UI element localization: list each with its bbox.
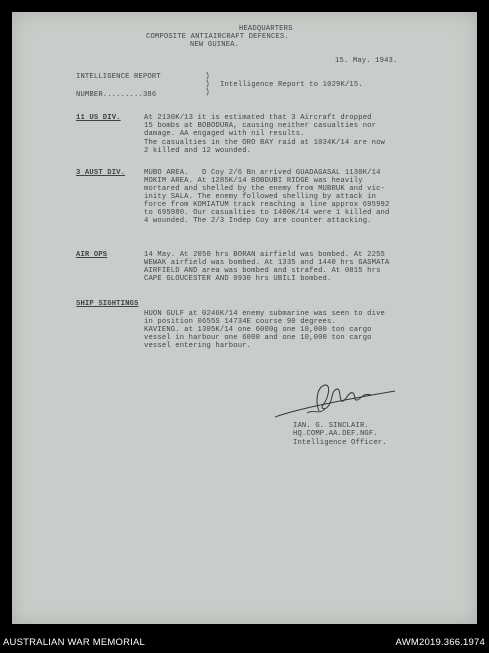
footer-left-caption: AUSTRALIAN WAR MEMORIAL xyxy=(3,637,146,648)
section-3-line: AIRFIELD AND area was bombed and strafed. At 0815 hrs xyxy=(144,267,381,275)
footer-right-caption: AWM2019.366.1974 xyxy=(395,637,485,648)
section-1-line: 2 killed and 12 wounded. xyxy=(144,147,252,155)
report-label: INTELLIGENCE REPORT xyxy=(76,73,161,81)
section-3-line: 14 May. At 2050 hrs BORAN airfield was bombed. At 2255 xyxy=(144,251,386,259)
section-heading-11-us-div: 11 US DIV. xyxy=(76,114,121,122)
header-line-2: COMPOSITE ANTIAIRCRAFT DEFENCES. xyxy=(146,33,289,41)
section-2-line: inity SALA. The enemy followed shelling by attack in xyxy=(144,193,377,201)
section-1-line: 15 bombs at BOBODURA, causing neither casualties nor xyxy=(144,122,377,130)
section-2-line: MUBO AREA. D Coy 2/6 Bn arrived GUADAGASAL 1130K/14 xyxy=(144,169,381,177)
section-heading-3-aust-div: 3 AUST DIV. xyxy=(76,169,126,177)
bracket-bot: ) xyxy=(205,88,210,97)
document-sheet xyxy=(12,12,477,624)
section-3-line: CAPE GLOUCESTER AND 0930 hrs UBILI bombed. xyxy=(144,275,332,283)
section-2-line: 4 wounded. The 2/3 Indep Coy are counter attacking. xyxy=(144,217,372,225)
header-line-1: HEADQUARTERS xyxy=(239,25,293,33)
section-1-line: At 2130K/13 it is estimated that 3 Aircraft dropped xyxy=(144,114,372,122)
section-4-line: vessel entering harbour. xyxy=(144,342,252,350)
report-number: NUMBER.........386 xyxy=(76,91,157,99)
section-4-line: vessel in harbour one 6000 and one 10,000 ton cargo xyxy=(144,334,372,342)
section-2-line: force from KOMIATUM track reaching a line approx 695992 xyxy=(144,201,390,209)
section-4-line: KAVIENG. at 1305K/14 one 6000g one 10,000 ton cargo xyxy=(144,326,372,334)
section-2-line: MOKIM AREA. At 1285K/14 BOBDUBI RIDGE was heavily xyxy=(144,177,363,185)
section-2-line: to 695980. Our casualties to 1400K/14 were 1 killed and xyxy=(144,209,390,217)
section-heading-ship-sightings: SHIP SIGHTINGS xyxy=(76,300,139,308)
section-1-line: The casualties in the ORO BAY raid at 1034K/14 are now xyxy=(144,139,386,147)
bracket-mid: ) xyxy=(205,80,210,89)
section-3-line: WEWAK airfield was bombed. At 1335 and 1440 hrs GASMATA xyxy=(144,259,390,267)
signatory-unit: HQ.COMP.AA.DEF.NGF. xyxy=(293,430,378,438)
report-date: 15. May. 1943. xyxy=(335,57,398,65)
section-2-line: mortared and shelled by the enemy from MUBRUK and vic- xyxy=(144,185,386,193)
section-heading-air-ops: AIR OPS xyxy=(76,251,108,259)
header-line-3: NEW GUINEA. xyxy=(190,41,240,49)
bracket-top: ) xyxy=(205,72,210,81)
signatory-title: Intelligence Officer. xyxy=(293,439,387,447)
signatory-name: IAN. G. SINCLAIR. xyxy=(293,422,369,430)
section-4-line: HUON GULF at 0246K/14 enemy submarine was seen to dive xyxy=(144,310,386,318)
report-subject: Intelligence Report to 1029K/15. xyxy=(220,81,363,89)
section-4-line: in position 0655S 14734E course 90 degrees. xyxy=(144,318,336,326)
section-1-line: damage. AA engaged with nil results. xyxy=(144,130,305,138)
